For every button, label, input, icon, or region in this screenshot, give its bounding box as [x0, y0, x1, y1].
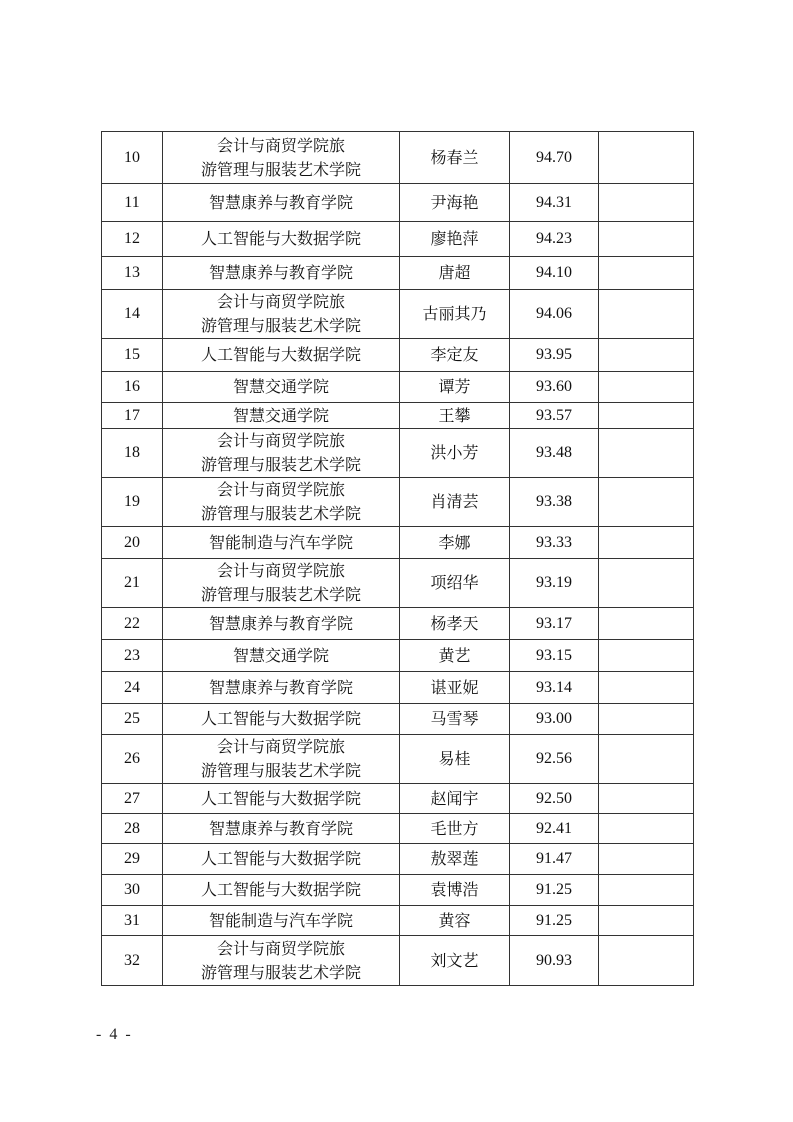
- college-cell: [163, 906, 400, 936]
- person-name-cell: 毛世方: [400, 814, 510, 844]
- score-cell: 93.17: [510, 608, 599, 640]
- college-cell: [163, 222, 400, 257]
- college-name-line: 会计与商贸学院旅: [216, 480, 345, 499]
- score-cell: 93.19: [510, 559, 599, 608]
- score-cell: 93.00: [510, 704, 599, 735]
- score-cell: 93.48: [510, 429, 599, 478]
- table-row: [102, 222, 694, 257]
- college-name-line: 游管理与服装艺术学院: [200, 159, 361, 179]
- college-cell: [163, 784, 400, 814]
- college-name-line: 智能制造与汽车学院: [208, 910, 353, 930]
- college-name-line: 人工智能与大数据学院: [200, 345, 361, 364]
- person-name-cell: 刘文艺: [400, 936, 510, 986]
- row-number-cell: 10: [102, 132, 163, 184]
- table-row: [102, 184, 694, 222]
- college-cell: [163, 640, 400, 672]
- remarks-cell: [599, 906, 694, 936]
- row-number-cell: 27: [102, 784, 163, 814]
- score-cell: 94.06: [510, 290, 599, 339]
- person-name-cell: 敖翠莲: [400, 844, 510, 875]
- row-number-cell: 11: [102, 184, 163, 222]
- person-name-cell: 尹海艳: [400, 184, 510, 222]
- college-name-line: 会计与商贸学院旅: [216, 938, 345, 958]
- row-number-cell: 15: [102, 339, 163, 372]
- remarks-cell: [599, 704, 694, 735]
- college-cell: [163, 257, 400, 290]
- score-cell: 93.57: [510, 403, 599, 429]
- person-name-cell: 唐超: [400, 257, 510, 290]
- college-cell: [163, 429, 400, 478]
- row-number-cell: 29: [102, 844, 163, 875]
- table-row: [102, 640, 694, 672]
- row-number-cell: 32: [102, 936, 163, 986]
- college-name-line: 游管理与服装艺术学院: [200, 962, 361, 982]
- person-name-cell: 肖清芸: [400, 478, 510, 527]
- college-cell: [163, 704, 400, 735]
- ranking-table: [101, 131, 694, 986]
- table-row: [102, 559, 694, 608]
- remarks-cell: [599, 478, 694, 527]
- person-name-cell: 杨孝天: [400, 608, 510, 640]
- table-row: [102, 132, 694, 184]
- college-name-line: 智慧康养与教育学院: [208, 818, 353, 838]
- score-cell: 94.10: [510, 257, 599, 290]
- person-name-cell: 赵闻宇: [400, 784, 510, 814]
- table-row: [102, 735, 694, 784]
- remarks-cell: [599, 936, 694, 986]
- table-row: [102, 257, 694, 290]
- remarks-cell: [599, 429, 694, 478]
- college-cell: [163, 936, 400, 986]
- remarks-cell: [599, 257, 694, 290]
- row-number-cell: 25: [102, 704, 163, 735]
- score-cell: 91.25: [510, 875, 599, 906]
- college-name-line: 会计与商贸学院旅: [216, 135, 345, 155]
- table-row: [102, 339, 694, 372]
- row-number-cell: 20: [102, 527, 163, 559]
- table-row: [102, 936, 694, 986]
- college-cell: [163, 290, 400, 339]
- score-cell: 93.14: [510, 672, 599, 704]
- table-row: [102, 844, 694, 875]
- score-cell: 90.93: [510, 936, 599, 986]
- person-name-cell: 易桂: [400, 735, 510, 784]
- score-cell: 94.23: [510, 222, 599, 257]
- row-number-cell: 13: [102, 257, 163, 290]
- remarks-cell: [599, 403, 694, 429]
- row-number-cell: 22: [102, 608, 163, 640]
- remarks-cell: [599, 784, 694, 814]
- remarks-cell: [599, 132, 694, 184]
- table-row: [102, 608, 694, 640]
- row-number-cell: 19: [102, 478, 163, 527]
- college-cell: [163, 672, 400, 704]
- college-name-line: 会计与商贸学院旅: [216, 292, 345, 311]
- college-name-line: 人工智能与大数据学院: [200, 849, 361, 868]
- score-cell: 92.50: [510, 784, 599, 814]
- college-name-line: 会计与商贸学院旅: [216, 431, 345, 450]
- college-name-line: 游管理与服装艺术学院: [200, 504, 361, 523]
- row-number-cell: 30: [102, 875, 163, 906]
- page-number: - 4 -: [96, 1026, 133, 1043]
- person-name-cell: 洪小芳: [400, 429, 510, 478]
- college-cell: [163, 608, 400, 640]
- remarks-cell: [599, 875, 694, 906]
- table-row: [102, 704, 694, 735]
- college-cell: [163, 559, 400, 608]
- remarks-cell: [599, 184, 694, 222]
- remarks-cell: [599, 608, 694, 640]
- college-cell: [163, 478, 400, 527]
- person-name-cell: 李定友: [400, 339, 510, 372]
- college-name-line: 智慧交通学院: [232, 645, 329, 665]
- college-name-line: 智慧交通学院: [232, 405, 329, 425]
- row-number-cell: 28: [102, 814, 163, 844]
- person-name-cell: 黄艺: [400, 640, 510, 672]
- score-cell: 93.15: [510, 640, 599, 672]
- score-cell: 93.60: [510, 372, 599, 403]
- college-cell: [163, 527, 400, 559]
- college-name-line: 智慧交通学院: [232, 377, 329, 396]
- remarks-cell: [599, 290, 694, 339]
- college-cell: [163, 875, 400, 906]
- row-number-cell: 24: [102, 672, 163, 704]
- college-name-line: 智慧康养与教育学院: [208, 263, 353, 282]
- score-cell: 93.33: [510, 527, 599, 559]
- college-name-line: 游管理与服装艺术学院: [200, 761, 361, 780]
- person-name-cell: 李娜: [400, 527, 510, 559]
- score-cell: 91.47: [510, 844, 599, 875]
- person-name-cell: 袁博浩: [400, 875, 510, 906]
- college-name-line: 智慧康养与教育学院: [208, 192, 353, 212]
- college-name-line: 游管理与服装艺术学院: [200, 316, 361, 335]
- table-row: [102, 372, 694, 403]
- remarks-cell: [599, 640, 694, 672]
- college-cell: [163, 814, 400, 844]
- score-cell: 94.31: [510, 184, 599, 222]
- college-name-line: 游管理与服装艺术学院: [200, 585, 361, 604]
- college-cell: [163, 184, 400, 222]
- row-number-cell: 18: [102, 429, 163, 478]
- table-row: [102, 290, 694, 339]
- person-name-cell: 谭芳: [400, 372, 510, 403]
- remarks-cell: [599, 222, 694, 257]
- college-cell: [163, 132, 400, 184]
- person-name-cell: 黄容: [400, 906, 510, 936]
- row-number-cell: 14: [102, 290, 163, 339]
- table-row: [102, 814, 694, 844]
- college-name-line: 人工智能与大数据学院: [200, 709, 361, 728]
- remarks-cell: [599, 339, 694, 372]
- row-number-cell: 16: [102, 372, 163, 403]
- college-name-line: 人工智能与大数据学院: [200, 788, 361, 808]
- score-cell: 93.95: [510, 339, 599, 372]
- college-cell: [163, 403, 400, 429]
- table-row: [102, 875, 694, 906]
- table-row: [102, 527, 694, 559]
- remarks-cell: [599, 844, 694, 875]
- person-name-cell: 杨春兰: [400, 132, 510, 184]
- row-number-cell: 23: [102, 640, 163, 672]
- table-row: [102, 672, 694, 704]
- person-name-cell: 项绍华: [400, 559, 510, 608]
- person-name-cell: 谌亚妮: [400, 672, 510, 704]
- table-row: [102, 784, 694, 814]
- remarks-cell: [599, 559, 694, 608]
- remarks-cell: [599, 672, 694, 704]
- college-name-line: 智慧康养与教育学院: [208, 677, 353, 697]
- table-body: [102, 132, 694, 986]
- person-name-cell: 马雪琴: [400, 704, 510, 735]
- remarks-cell: [599, 814, 694, 844]
- row-number-cell: 26: [102, 735, 163, 784]
- college-name-line: 会计与商贸学院旅: [216, 737, 345, 756]
- college-name-line: 人工智能与大数据学院: [200, 229, 361, 248]
- college-name-line: 游管理与服装艺术学院: [200, 455, 361, 474]
- table-row: [102, 906, 694, 936]
- row-number-cell: 21: [102, 559, 163, 608]
- person-name-cell: 廖艳萍: [400, 222, 510, 257]
- score-cell: 94.70: [510, 132, 599, 184]
- table-row: [102, 403, 694, 429]
- score-cell: 92.41: [510, 814, 599, 844]
- row-number-cell: 31: [102, 906, 163, 936]
- person-name-cell: 王攀: [400, 403, 510, 429]
- college-name-line: 智慧康养与教育学院: [208, 613, 353, 633]
- college-name-line: 人工智能与大数据学院: [200, 880, 361, 899]
- score-cell: 93.38: [510, 478, 599, 527]
- table-row: [102, 429, 694, 478]
- remarks-cell: [599, 527, 694, 559]
- remarks-cell: [599, 372, 694, 403]
- row-number-cell: 12: [102, 222, 163, 257]
- college-cell: [163, 339, 400, 372]
- row-number-cell: 17: [102, 403, 163, 429]
- score-cell: 91.25: [510, 906, 599, 936]
- table-row: [102, 478, 694, 527]
- college-name-line: 会计与商贸学院旅: [216, 561, 345, 580]
- college-name-line: 智能制造与汽车学院: [208, 532, 353, 552]
- remarks-cell: [599, 735, 694, 784]
- person-name-cell: 古丽其乃: [400, 290, 510, 339]
- college-cell: [163, 735, 400, 784]
- college-cell: [163, 372, 400, 403]
- college-cell: [163, 844, 400, 875]
- score-cell: 92.56: [510, 735, 599, 784]
